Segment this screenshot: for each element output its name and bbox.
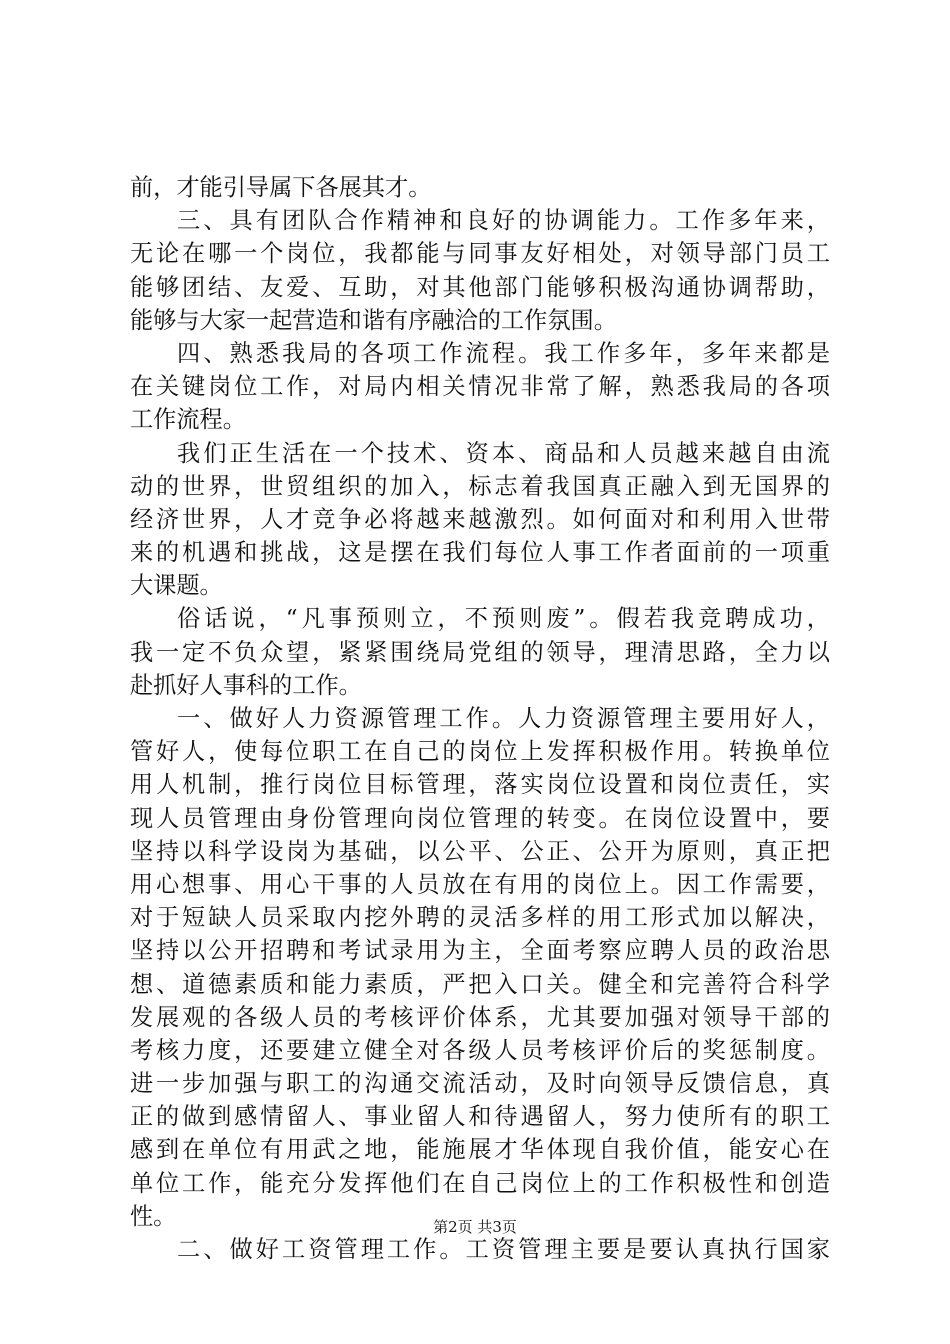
text-line: 我一定不负众望，紧紧围绕局党组的领导，理清思路，全力以	[130, 638, 830, 666]
text-line: 动的世界，世贸组织的加入，标志着我国真正融入到无国界的	[130, 472, 830, 500]
text-line: 坚持以公开招聘和考试录用为主，全面考察应聘人员的政治思	[130, 937, 830, 965]
text-line: 坚持以科学设岗为基础，以公平、公正、公开为原则，真正把	[130, 837, 830, 865]
page-number-footer: 第2页 共3页	[433, 1218, 517, 1236]
text-line: 能够团结、友爱、互助，对其他部门能够积极沟通协调帮助，	[130, 273, 830, 301]
text-line: 考核力度，还要建立健全对各级人员考核评价后的奖惩制度。	[130, 1036, 830, 1064]
text-line: 用心想事、用心干事的人员放在有用的岗位上。因工作需要，	[130, 870, 830, 898]
text-line: 性。	[130, 1202, 177, 1230]
text-line: 我们正生活在一个技术、资本、商品和人员越来越自由流	[177, 439, 830, 467]
text-line: 四、熟悉我局的各项工作流程。我工作多年，多年来都是	[177, 339, 830, 367]
text-line: 对于短缺人员采取内挖外聘的灵活多样的用工形式加以解决，	[130, 904, 830, 932]
text-line: 用人机制，推行岗位目标管理，落实岗位设置和岗位责任，实	[130, 771, 830, 799]
text-line: 单位工作，能充分发挥他们在自己岗位上的工作积极性和创造	[130, 1169, 830, 1197]
text-line: 感到在单位有用武之地，能施展才华体现自我价值，能安心在	[130, 1136, 830, 1164]
text-line: 赴抓好人事科的工作。	[130, 671, 362, 699]
text-line: 来的机遇和挑战，这是摆在我们每位人事工作者面前的一项重	[130, 539, 830, 567]
text-line: 想、道德素质和能力素质，严把入口关。健全和完善符合科学	[130, 970, 830, 998]
text-line: 前，才能引导属下各展其才。	[130, 174, 432, 201]
text-line: 大课题。	[130, 572, 223, 600]
text-line: 无论在哪一个岗位，我都能与同事友好相处，对领导部门员工	[130, 240, 830, 268]
text-line: 管好人，使每位职工在自己的岗位上发挥积极作用。转换单位	[130, 738, 830, 766]
text-line: 正的做到感情留人、事业留人和待遇留人，努力使所有的职工	[130, 1103, 830, 1131]
document-body	[130, 171, 830, 1266]
text-line: 一、做好人力资源管理工作。人力资源管理主要用好人，	[177, 705, 830, 732]
text-line: 发展观的各级人员的考核评价体系，尤其要加强对领导干部的	[130, 1003, 830, 1031]
text-line: 能够与大家一起营造和谐有序融洽的工作氛围。	[130, 306, 617, 334]
text-line: 二、做好工资管理工作。工资管理主要是要认真执行国家	[177, 1236, 830, 1263]
text-line: 工作流程。	[130, 406, 246, 434]
text-line: 现人员管理由身份管理向岗位管理的转变。在岗位设置中，要	[130, 804, 830, 832]
text-line: 进一步加强与职工的沟通交流活动，及时向领导反馈信息，真	[130, 1070, 830, 1098]
text-line: 俗话说，“凡事预则立，不预则废”。假若我竞聘成功，	[177, 605, 830, 633]
text-line: 经济世界，人才竞争必将越来越激烈。如何面对和利用入世带	[130, 505, 830, 533]
text-line: 在关键岗位工作，对局内相关情况非常了解，熟悉我局的各项	[130, 373, 830, 401]
text-line: 三、具有团队合作精神和良好的协调能力。工作多年来，	[177, 207, 830, 235]
